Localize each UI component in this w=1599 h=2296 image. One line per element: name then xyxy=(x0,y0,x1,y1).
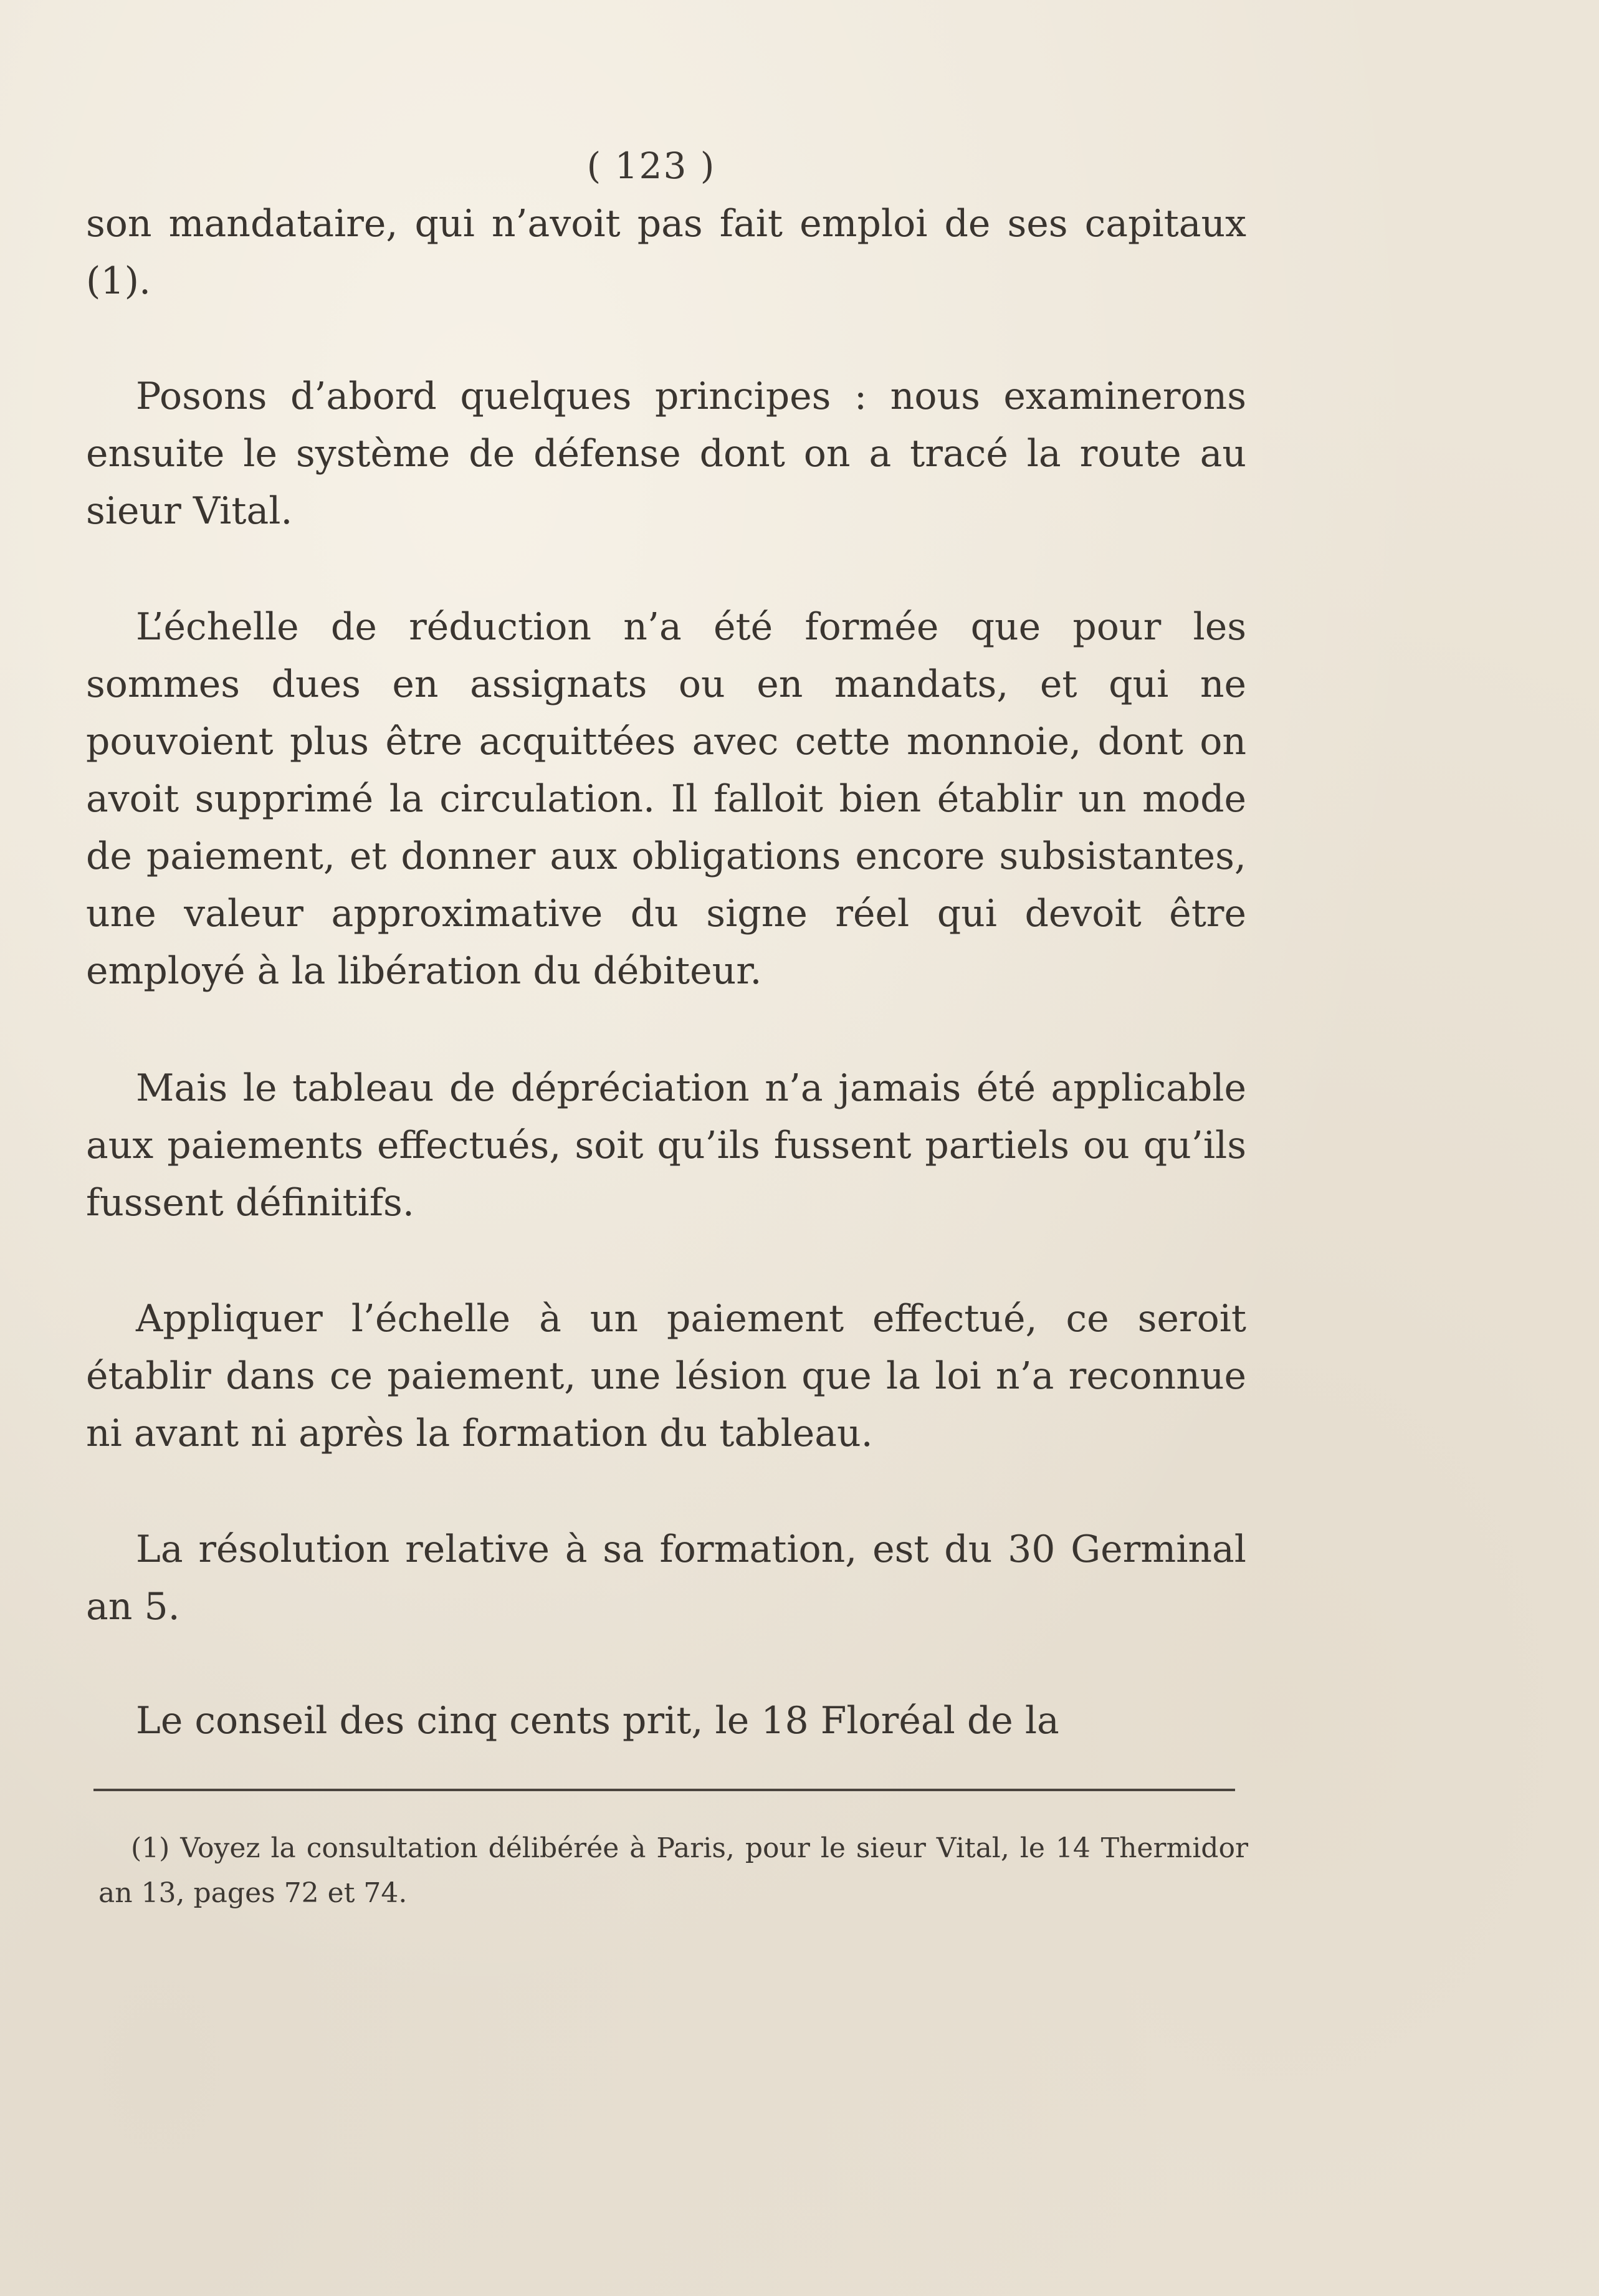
paragraph-principles xyxy=(86,368,1246,540)
paragraph-text: La résolution relative à sa formation, est du 30 Germinal an 5. xyxy=(86,1528,1246,1629)
footnote-divider xyxy=(93,1789,1235,1791)
paragraph-resolution xyxy=(86,1521,1246,1635)
paragraph-text: son mandataire, qui n’avoit pas fait emploi de ses capitaux (1). xyxy=(86,202,1246,303)
paragraph-appliquer xyxy=(86,1290,1246,1462)
paragraph-text: Posons d’abord quelques principes : nous examinerons ensuite le système de défense dont on a tracé la route au sieur Vital. xyxy=(86,375,1246,533)
paragraph-text: Appliquer l’échelle à un paiement effectué, ce seroit établir dans ce paiement, une lésion que la loi n’a reconnue ni avant ni après la formation du tableau. xyxy=(86,1297,1246,1455)
page-number: ( 123 ) xyxy=(586,145,716,187)
paragraph-conseil xyxy=(86,1692,1246,1749)
paragraph-text: L’échelle de réduction n’a été formée que pour les sommes dues en assignats ou en mandats, et qui ne pouvoient plus être acquittées avec cette monnoie, dont on avoit supprimé la circulation. Il falloit bien établir un mode de paiement, et donner aux obligations encore subsistantes, une valeur approximative du signe réel qui devoit être employé à la libération du débiteur. xyxy=(86,605,1246,993)
paragraph-text: Mais le tableau de dépréciation n’a jamais été applicable aux paiements effectués, soit qu’ils fussent partiels ou qu’ils fussent définitifs. xyxy=(86,1066,1246,1225)
footnote: (1) Voyez la consultation délibérée à Paris, pour le sieur Vital, le 14 Thermidor an 13, pages 72 et 74. xyxy=(98,1832,1248,1909)
paragraph-continuation xyxy=(86,195,1246,310)
paragraph-text: Le conseil des cinq cents prit, le 18 Floréal de la xyxy=(136,1699,1059,1743)
paragraph-tableau xyxy=(86,1060,1246,1232)
paragraph-echelle xyxy=(86,598,1246,1000)
